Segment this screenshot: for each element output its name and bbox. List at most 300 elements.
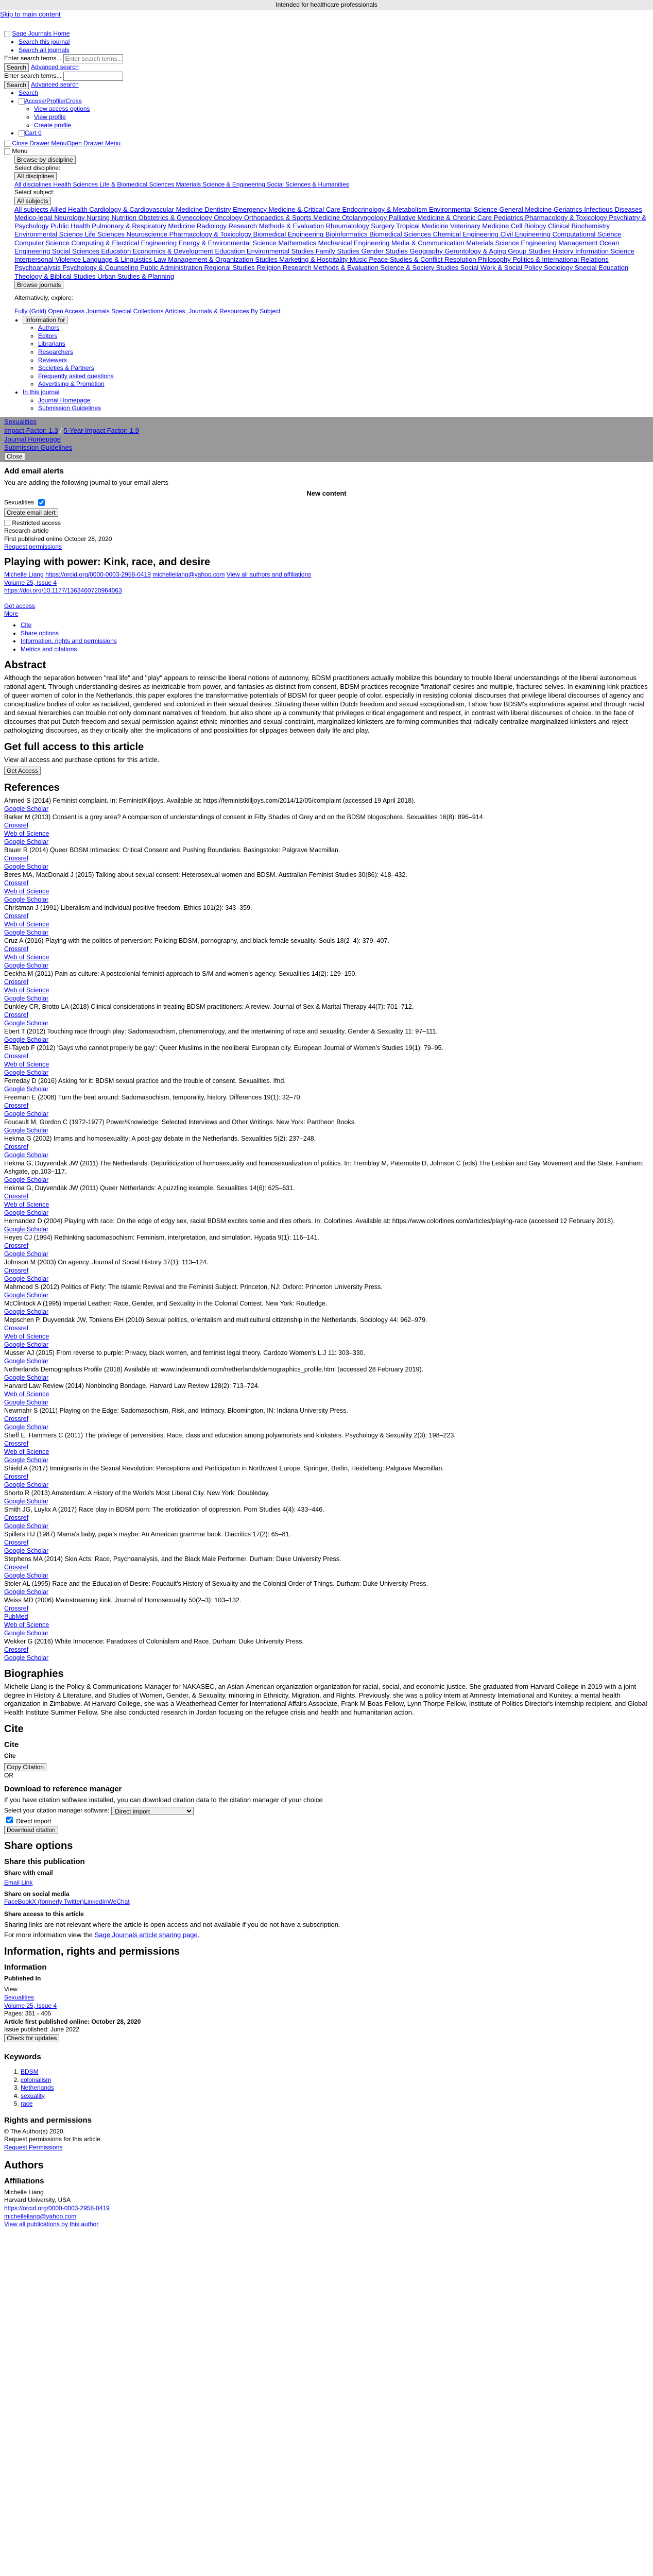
reference-link[interactable]: Crossref xyxy=(4,912,29,920)
toc-share-link[interactable]: Share options xyxy=(21,629,59,637)
author-email-link[interactable]: michelleliang@yahoo.com xyxy=(152,571,225,579)
reference-links xyxy=(4,1374,649,1382)
all-subjects-button[interactable]: All subjects xyxy=(14,197,51,205)
subject-links[interactable]: All subjects Allied Health Cardiology & Cardiovascular Medicine Dentistry Emergency Medicine & Critical Care Endocrinology & Metabolism Environmental Science General Medicine Geriatrics Infectious Diseases Medico-legal Neurology Nursing Nutrition Obstetrics & Gynecology Oncology Orthopaedics & Sports Medicine Otolaryngology Palliative Medicine & Chronic Care Pediatrics Pharmacology & Toxicology Psychiatry & Psychology Public Health Pulmonary & Respiratory Medicine Radiology Research Methods & Evaluation Rheumatology Surgery Tropical Medicine Veterinary Medicine Cell Biology Clinical Biochemistry Environmental Science Life Sciences Neuroscience Pharmacology & Toxicology Biomedical Engineering Bioinformatics Biomedical Sciences Chemical Engineering Civil Engineering Computational Science Computer Science Computing & Electrical Engineering Energy & Environmental Science Mathematics Mechanical Engineering Media & Communication Materials Science Engineering Management Ocean Engineering Social Sciences Education Economics & Development Education Environmental Studies Family Studies Gender Studies Geography Gerontology & Aging Group Studies History Information Science Interpersonal Violence Language & Linguistics Law Management & Organization Studies Marketing & Hospitality Music Peace Studies & Conflict Resolution Philosophy Politics & International Relations Psychoanalysis Psychology & Counseling Public Administration Regional Studies Religion Research Methods & Evaluation Science & Society Studies Social Work & Social Policy Sociology Special Education Theology & Biblical Studies Urban Studies & Planning xyxy=(14,205,646,280)
search-row-2 xyxy=(4,63,649,72)
reference-link[interactable]: Crossref xyxy=(4,1646,29,1653)
navbar-close-button[interactable]: Close xyxy=(4,452,25,461)
top-link-item[interactable] xyxy=(19,97,649,129)
reference-links xyxy=(4,1308,649,1316)
browse-by-discipline-button[interactable]: Browse by discipline xyxy=(14,156,76,164)
toc-item[interactable] xyxy=(21,621,653,630)
in-journal-link-item[interactable] xyxy=(38,404,649,413)
reference-text: Hekma G, Duyvendak JW (2011) Queer Netherlands: A puzzling example. Sexualities 14(6): 625–631. xyxy=(4,1184,295,1192)
reference-item xyxy=(4,1233,649,1258)
reference-link[interactable]: Google Scholar xyxy=(4,928,49,936)
alert-journal-checkbox[interactable] xyxy=(38,499,45,506)
reference-link[interactable]: Crossref xyxy=(4,854,29,862)
search-input[interactable] xyxy=(63,54,123,63)
impact-factor-link[interactable]: Impact Factor: 1.3 xyxy=(4,426,58,434)
keyword-item[interactable] xyxy=(21,2092,653,2100)
reference-links xyxy=(4,1514,649,1530)
reference-link[interactable]: Google Scholar xyxy=(4,1250,49,1258)
reference-item xyxy=(4,1431,649,1464)
reference-link[interactable]: Google Scholar xyxy=(4,1341,49,1348)
reference-link[interactable]: Crossref xyxy=(4,1242,29,1249)
toc-item[interactable] xyxy=(21,637,653,646)
reference-links xyxy=(4,1497,649,1505)
reference-link[interactable]: Google Scholar xyxy=(4,895,49,903)
info-for-link-item[interactable] xyxy=(38,332,649,341)
access-profile-link[interactable]: Access/Profile/Cross xyxy=(25,97,82,105)
reference-link[interactable]: Crossref xyxy=(4,1439,29,1447)
reference-item xyxy=(4,1159,649,1184)
info-for-link-item[interactable] xyxy=(38,380,649,388)
reference-text: Shorto R (2013) Amsterdam: A History of the World's Most Liberal City. New York: Doubleday. xyxy=(4,1489,270,1497)
menu-label: Menu xyxy=(12,147,28,155)
reference-links xyxy=(4,854,649,871)
reference-link[interactable]: Google Scholar xyxy=(4,862,49,870)
view-publications-link[interactable]: View all publications by this author xyxy=(4,2221,99,2228)
journal-cover[interactable] xyxy=(4,1986,649,1994)
article-type: Research article xyxy=(4,527,49,535)
info-for-item[interactable] xyxy=(23,316,649,388)
reference-link[interactable]: Google Scholar xyxy=(4,1069,49,1076)
reference-text: Barker M (2013) Consent is a grey area? A comparison of understandings of consent in Fifty Shades of Grey and on the BDSM blogosphere. Sexualities 16(8): 896–914. xyxy=(4,813,485,821)
reference-link[interactable]: Web of Science xyxy=(4,920,49,928)
keyword-link[interactable]: sexuality xyxy=(21,2092,45,2099)
reference-link[interactable]: Google Scholar xyxy=(4,1308,49,1315)
reference-link[interactable]: Crossref xyxy=(4,1472,29,1480)
author-institution: Harvard University, USA xyxy=(4,2196,71,2204)
reference-text: Stephens MA (2014) Skin Acts: Race, Psychoanalysis, and the Black Male Performer. Durham: Duke University Press. xyxy=(4,1555,341,1563)
keyword-link[interactable]: Netherlands xyxy=(21,2084,54,2092)
reference-link[interactable]: Google Scholar xyxy=(4,1588,49,1596)
info-reviewers-link[interactable]: Reviewers xyxy=(38,356,67,364)
reference-link[interactable]: PubMed xyxy=(4,1613,28,1620)
skip-to-main-link[interactable]: Skip to main content xyxy=(0,10,61,18)
info-editors-link[interactable]: Editors xyxy=(38,332,58,340)
reference-link[interactable]: Crossref xyxy=(4,1604,29,1612)
info-pages: Pages: 361 - 405 xyxy=(4,2010,51,2018)
navbar-journal-link[interactable]: Sexualities xyxy=(4,417,37,426)
reference-link[interactable]: Crossref xyxy=(4,1563,29,1571)
reference-text: McClintock A (1995) Imperial Leather: Race, Gender, and Sexuality in the Colonial Contest. New York: Routledge. xyxy=(4,1299,328,1307)
reference-text: Stoler AL (1995) Race and the Education of Desire: Foucault's History of Sexuality and the Colonial Order of Things. Durham: Duke University Press. xyxy=(4,1580,428,1587)
info-for-link-item[interactable] xyxy=(38,364,649,372)
explore-link[interactable]: Fully (Gold) Open Access Journals Special Collections Articles, Journals & Resources By Subject xyxy=(14,308,281,315)
copyright-text: © The Author(s) 2020. xyxy=(4,2127,65,2135)
citation-manager-select[interactable] xyxy=(111,1807,194,1815)
keyword-link[interactable]: colonialism xyxy=(21,2076,51,2083)
cite-subheading: Cite xyxy=(4,1740,19,1750)
info-journal-link[interactable]: Sexualities xyxy=(4,1994,35,2002)
reference-link[interactable]: Google Scholar xyxy=(4,1654,49,1662)
journal-homepage-link[interactable]: Journal Homepage xyxy=(38,396,91,404)
reference-link[interactable]: Crossref xyxy=(4,821,29,829)
reference-link[interactable]: Google Scholar xyxy=(4,1398,49,1406)
reference-links xyxy=(4,1192,649,1217)
check-updates-button[interactable] xyxy=(4,2034,59,2042)
reference-text: Hekma G (2002) Imams and homosexuality: A post-gay debate in the Netherlands. Sexualities 5(2): 237–248. xyxy=(4,1134,316,1142)
view-access-options-link[interactable]: View access options xyxy=(34,105,90,113)
biographies-heading: Biographies xyxy=(4,1668,64,1680)
rights-section xyxy=(0,2128,653,2152)
info-heading: Information, rights and permissions xyxy=(4,1946,180,1958)
reference-links xyxy=(4,1176,649,1184)
copy-citation-button[interactable]: Copy Citation xyxy=(4,1763,46,1771)
reference-link[interactable]: Crossref xyxy=(4,945,29,953)
reference-links xyxy=(4,879,649,904)
reference-text: Ebert T (2012) Touching race through play: Sadomasochism, phenomenology, and the intertwining of race and sexuality. Gender & Sexuality 11: 97–111. xyxy=(4,1027,438,1035)
reference-item xyxy=(4,904,649,937)
reference-link[interactable]: Google Scholar xyxy=(4,1275,49,1282)
authors-heading: Authors xyxy=(4,2160,44,2172)
drawer-toggle[interactable] xyxy=(4,140,649,148)
reference-link[interactable]: Google Scholar xyxy=(4,1225,49,1233)
navbar-submission-link[interactable]: Submission Guidelines xyxy=(4,444,73,452)
information-subheading: Information xyxy=(4,1963,47,1972)
create-profile-link[interactable]: Create profile xyxy=(34,121,72,129)
user-icon xyxy=(19,98,25,105)
cart-icon xyxy=(19,130,25,137)
download-heading: Download to reference manager xyxy=(4,1784,122,1793)
email-alerts-text: You are adding the following journal to your email alerts xyxy=(4,478,168,486)
discipline-groups-links[interactable]: All disciplines Health Sciences Life & Biomedical Sciences Materials Science & Engineering Social Sciences & Humanities xyxy=(14,180,349,188)
request-permissions-link[interactable]: Request permissions xyxy=(4,543,62,551)
reference-text: Foucault M, Gordon C (1972-1977) Power/Knowledge: Selected Interviews and Other Writings. New York: Pantheon Books. xyxy=(4,1118,356,1126)
request-permissions-text: Request permissions for this article. xyxy=(4,2136,102,2143)
references-heading: References xyxy=(4,782,60,793)
toc-metrics-link[interactable]: Metrics and citations xyxy=(21,645,77,653)
reference-links xyxy=(4,1439,649,1464)
info-authors-link[interactable]: Authors xyxy=(38,324,60,332)
reference-link[interactable]: Google Scholar xyxy=(4,1497,49,1505)
keyword-item[interactable] xyxy=(21,2084,653,2092)
reference-links xyxy=(4,1266,649,1283)
reference-item xyxy=(4,970,649,1003)
get-access-button[interactable]: Get Access xyxy=(4,767,41,775)
full-access-heading: Get full access to this article xyxy=(4,741,144,753)
twitter-link[interactable]: X (formerly Twitter) xyxy=(32,1898,84,1906)
search-button-2[interactable]: Search xyxy=(4,81,29,89)
reference-links xyxy=(4,1357,649,1365)
reference-link[interactable]: Google Scholar xyxy=(4,1374,49,1381)
toc-item[interactable] xyxy=(21,646,653,654)
five-year-impact-link[interactable]: 5-Year Impact Factor: 1.9 xyxy=(63,426,139,434)
reference-links xyxy=(4,1291,649,1299)
reference-link[interactable]: Google Scholar xyxy=(4,1456,49,1464)
cart-link[interactable]: Cart 0 xyxy=(25,129,42,137)
access-menu-item[interactable] xyxy=(34,105,649,113)
reference-link[interactable]: Google Scholar xyxy=(4,838,49,845)
reference-link[interactable]: Web of Science xyxy=(4,1332,49,1340)
menu-image-icon xyxy=(4,148,10,155)
linkedin-link[interactable]: LinkedIn xyxy=(84,1898,108,1906)
info-for-link-item[interactable] xyxy=(38,340,649,348)
reference-item xyxy=(4,1596,649,1637)
view-profile-link[interactable]: View profile xyxy=(34,113,66,121)
discipline-groups xyxy=(14,181,649,189)
info-for-link-item[interactable] xyxy=(38,357,649,365)
reference-links xyxy=(4,1588,649,1596)
info-advertising-link[interactable]: Advertising & Promotion xyxy=(38,380,105,388)
search-link[interactable]: Search xyxy=(19,89,39,97)
reference-links xyxy=(4,912,649,937)
info-for-list xyxy=(23,324,649,388)
reference-link[interactable]: Crossref xyxy=(4,1415,29,1422)
reference-item xyxy=(4,871,649,904)
citation-manager-row xyxy=(4,1807,649,1815)
check-updates-label: Check for updates xyxy=(7,2035,57,2042)
reference-links xyxy=(4,1011,649,1027)
more-link[interactable]: More xyxy=(4,610,19,618)
cite-heading: Cite xyxy=(4,1723,24,1735)
header xyxy=(0,30,653,412)
volume-link[interactable]: Volume 25, Issue 4 xyxy=(4,579,57,586)
reference-link[interactable]: Crossref xyxy=(4,1192,29,1200)
reference-links xyxy=(4,978,649,1003)
sharing-policy-link[interactable]: Sage Journals article sharing page. xyxy=(94,1931,200,1939)
view-all-authors-link[interactable]: View all authors and affiliations xyxy=(226,571,312,579)
reference-links xyxy=(4,1604,649,1637)
reference-link[interactable]: Google Scholar xyxy=(4,961,49,969)
reference-item xyxy=(4,1027,649,1044)
advanced-search-link-2[interactable]: Advanced search xyxy=(31,81,79,89)
reference-link[interactable]: Crossref xyxy=(4,879,29,887)
reference-text: El-Tayeb F (2012) 'Gays who cannot properly be gay': Queer Muslims in the neoliberal European city. European Journal of Women's Studies 19(1): 79–95. xyxy=(4,1044,443,1052)
journal-navbar: Sexualities Impact Factor: 1.3 / 5-Year Impact Factor: 1.9 Journal Homepage Submission Guidelines Close xyxy=(0,417,653,462)
search-label: Enter search terms... xyxy=(4,55,62,62)
direct-import-label: Direct import xyxy=(16,1817,51,1825)
reference-text: Mepschen P, Duyvendak JW, Tonkens EH (2010) Sexual politics, orientalism and multicultural citizenship in the Netherlands. Sociology 44: 962–979. xyxy=(4,1316,427,1324)
in-journal-list xyxy=(23,397,649,413)
info-section xyxy=(0,1975,653,2043)
author-card-email-link[interactable]: michelleliang@yahoo.com xyxy=(4,2212,77,2220)
reference-link[interactable]: Crossref xyxy=(4,1101,29,1109)
info-librarians-link[interactable]: Librarians xyxy=(38,340,65,348)
reference-link[interactable]: Crossref xyxy=(4,1514,29,1521)
browse-journals-button[interactable]: Browse journals xyxy=(14,281,63,289)
keyword-item[interactable] xyxy=(21,2076,653,2084)
table-of-contents xyxy=(0,621,653,653)
drawer-menu-link[interactable]: Close Drawer MenuOpen Drawer Menu xyxy=(12,139,121,147)
reference-item xyxy=(4,1365,649,1382)
reference-link[interactable]: Google Scholar xyxy=(4,1085,49,1093)
reference-link[interactable]: Google Scholar xyxy=(4,1481,49,1488)
info-volume-link[interactable]: Volume 25, Issue 4 xyxy=(4,2002,57,2009)
reference-link[interactable]: Google Scholar xyxy=(4,1291,49,1299)
top-link-item[interactable] xyxy=(19,129,649,138)
all-disciplines-button[interactable]: All disciplines xyxy=(14,172,57,180)
search-button[interactable]: Search xyxy=(4,63,29,72)
share-more-info: For more information view the xyxy=(4,1931,93,1939)
advanced-search-link[interactable]: Advanced search xyxy=(31,63,79,71)
toc-cite-link[interactable]: Cite xyxy=(21,621,32,629)
get-access-link[interactable]: Get access xyxy=(4,602,36,609)
info-for-link-item[interactable] xyxy=(38,324,649,332)
search-row-4 xyxy=(4,81,649,89)
reference-link[interactable]: Crossref xyxy=(4,1052,29,1060)
toc-item[interactable] xyxy=(21,630,653,638)
reference-link[interactable]: Crossref xyxy=(4,1011,29,1019)
restricted-label: Restricted access xyxy=(12,519,61,527)
reference-link[interactable]: Crossref xyxy=(4,1266,29,1274)
reference-link[interactable]: Web of Science xyxy=(4,1390,49,1398)
reference-link[interactable]: Web of Science xyxy=(4,1200,49,1208)
reference-link[interactable]: Web of Science xyxy=(4,1448,49,1455)
article-meta xyxy=(0,571,653,595)
social-links xyxy=(0,1898,653,1906)
new-content-label: New content xyxy=(306,489,347,497)
info-researchers-link[interactable]: Researchers xyxy=(38,348,74,355)
search-all-journals-link[interactable]: Search all journals xyxy=(19,46,70,54)
reference-item xyxy=(4,1093,649,1118)
menu-icon xyxy=(4,141,10,147)
search-this-journal-link[interactable]: Search this journal xyxy=(19,38,70,46)
reference-link[interactable]: Google Scholar xyxy=(4,1522,49,1530)
citation-manager-label: Select your citation manager software: xyxy=(4,1807,110,1815)
top-link-item[interactable] xyxy=(19,89,649,97)
reference-link[interactable]: Google Scholar xyxy=(4,1126,49,1134)
info-for-link-item[interactable] xyxy=(38,348,649,357)
reference-link[interactable]: Crossref xyxy=(4,978,29,986)
keyword-item[interactable] xyxy=(21,2100,653,2108)
or-label: OR xyxy=(4,1771,13,1779)
share-section xyxy=(0,1869,653,1940)
reference-link[interactable]: Google Scholar xyxy=(4,1019,49,1027)
article-title: Playing with power: Kink, race, and desire xyxy=(4,556,211,568)
reference-item xyxy=(4,1637,649,1662)
keywords-heading: Keywords xyxy=(4,2052,41,2061)
reference-link[interactable]: Google Scholar xyxy=(4,805,49,812)
reference-link[interactable]: Google Scholar xyxy=(4,1357,49,1365)
download-text: If you have citation software installed, you can download citation data to the citation manager of your choice xyxy=(4,1796,323,1804)
reference-item xyxy=(4,1530,649,1555)
share-publication-heading: Share this publication xyxy=(4,1857,85,1867)
logo-link[interactable]: Sage Journals Home xyxy=(12,30,70,38)
rights-request-permissions-link[interactable]: Request Permissions xyxy=(4,2143,63,2151)
reference-link[interactable]: Google Scholar xyxy=(4,1151,49,1159)
reference-link[interactable]: Google Scholar xyxy=(4,1629,49,1637)
in-journal-link-item[interactable] xyxy=(38,397,649,405)
keywords-list xyxy=(0,2068,653,2108)
journal-cover-text: View xyxy=(4,1986,18,1993)
reference-link[interactable]: Crossref xyxy=(4,1538,29,1546)
reference-item xyxy=(4,1283,649,1299)
reference-item xyxy=(4,813,649,846)
reference-link[interactable]: Google Scholar xyxy=(4,1547,49,1554)
published-in-label: Published In xyxy=(4,1974,41,1982)
reference-link[interactable]: Google Scholar xyxy=(4,1423,49,1431)
email-link[interactable]: Email Link xyxy=(4,1879,33,1887)
alternatively-label: Alternatively, explore: xyxy=(14,294,73,302)
reference-links xyxy=(4,1101,649,1118)
reference-text: Netherlands Demographics Profile (2018) Available at: www.indexmundi.com/netherlands/demographics_profile.html (accessed 28 February 2019). xyxy=(4,1365,424,1373)
orcid-link[interactable]: https://orcid.org/0000-0003-2958-0419 xyxy=(45,571,151,579)
reference-links xyxy=(4,1324,649,1349)
search-input-2[interactable] xyxy=(63,72,123,81)
info-for-link-item[interactable] xyxy=(38,372,649,381)
affiliations-heading: Affiliations xyxy=(4,2177,44,2186)
search-scope-item[interactable] xyxy=(19,38,649,46)
reference-link[interactable]: Web of Science xyxy=(4,829,49,837)
alert-journal-name: Sexualities xyxy=(4,499,35,506)
create-email-alert-button[interactable]: Create email alert xyxy=(4,509,58,517)
reference-link[interactable]: Google Scholar xyxy=(4,1110,49,1117)
reference-links xyxy=(4,945,649,970)
keyword-item[interactable] xyxy=(21,2068,653,2076)
reference-text: Ahmed S (2014) Feminist complaint. In: FeministKilljoys. Available at: https://feministkilljoys.com/2014/12/05/complaint (accessed 19 April 2018). xyxy=(4,796,416,804)
info-faq-link[interactable]: Frequently asked questions xyxy=(38,372,114,380)
reference-link[interactable]: Web of Science xyxy=(4,986,49,994)
author-orcid-link[interactable]: https://orcid.org/0000-0003-2958-0419 xyxy=(4,2205,110,2212)
access-menu-item[interactable] xyxy=(34,113,649,122)
search-scope-list xyxy=(4,38,649,54)
reference-text: Johnson M (2003) On agency. Journal of Social History 37(1): 113–124. xyxy=(4,1258,209,1266)
direct-import-checkbox[interactable] xyxy=(6,1817,13,1823)
submission-guidelines-link[interactable]: Submission Guidelines xyxy=(38,404,101,412)
info-issue-published: Issue published: June 2022 xyxy=(4,2026,80,2033)
keyword-link[interactable]: race xyxy=(21,2100,33,2108)
facebook-link[interactable]: FaceBook xyxy=(4,1898,32,1906)
in-this-journal-link[interactable]: In this journal xyxy=(23,388,60,396)
reference-links xyxy=(4,1052,649,1077)
reference-link[interactable]: Google Scholar xyxy=(4,1209,49,1216)
reference-text: Ferreday D (2016) Asking for it: BDSM sexual practice and the trouble of consent. Sexualities. Ifnd. xyxy=(4,1077,286,1084)
access-menu-item[interactable] xyxy=(34,122,649,130)
article-actions xyxy=(0,602,653,618)
reference-text: Weiss MD (2006) Mainstreaming kink. Journal of Homosexuality 50(2–3): 103–132. xyxy=(4,1596,242,1604)
information-for-button[interactable]: Information for xyxy=(23,316,67,324)
navbar-home-link[interactable]: Journal Homepage xyxy=(4,435,61,443)
reference-link[interactable]: Web of Science xyxy=(4,953,49,961)
reference-link[interactable]: Crossref xyxy=(4,1143,29,1150)
email-alert-journal xyxy=(0,498,653,507)
reference-item xyxy=(4,1077,649,1093)
explore-links xyxy=(14,308,649,316)
reference-link[interactable]: Web of Science xyxy=(4,887,49,895)
restricted-access xyxy=(4,519,649,528)
author-link[interactable]: Michelle Liang xyxy=(4,571,44,579)
reference-link[interactable]: Google Scholar xyxy=(4,1176,49,1183)
reference-item xyxy=(4,1299,649,1316)
toc-info-link[interactable]: Information, rights and permissions xyxy=(21,637,117,645)
reference-link[interactable]: Google Scholar xyxy=(4,1036,49,1043)
top-links xyxy=(4,89,649,138)
search-scope-item[interactable] xyxy=(19,46,649,55)
reference-text: Harvard Law Review (2014) Nonbinding Bondage. Harvard Law Review 128(2): 713–724. xyxy=(4,1382,260,1389)
logo[interactable] xyxy=(4,30,649,38)
in-journal-item[interactable] xyxy=(23,388,649,413)
wechat-link[interactable]: WeChat xyxy=(107,1898,130,1906)
download-citation-button[interactable]: Download citation xyxy=(4,1826,58,1834)
author-name: Michelle Liang xyxy=(4,2188,44,2196)
doi-link[interactable]: https://doi.org/10.1177/1363460720964063 xyxy=(4,587,122,595)
reference-text: Cruz A (2016) Playing with the politics of perversion: Policing BDSM, pornography, and black female sexuality. Souls 18(2–4): 379–407. xyxy=(4,937,389,944)
reference-link[interactable]: Web of Science xyxy=(4,1621,49,1629)
share-access-text: Sharing links are not relevant where the article is open access and not available if you do not have a subscription. xyxy=(4,1920,340,1928)
reference-text: Mahmood S (2012) Politics of Piety: The Islamic Revival and the Feminist Subject. Princeton, NJ: Oxford: Princeton University Press. xyxy=(4,1283,383,1291)
reference-link[interactable]: Web of Science xyxy=(4,1060,49,1068)
info-societies-link[interactable]: Societies & Partners xyxy=(38,364,94,372)
reference-item xyxy=(4,1118,649,1134)
reference-link[interactable]: Google Scholar xyxy=(4,1571,49,1579)
reference-link[interactable]: Google Scholar xyxy=(4,994,49,1002)
keyword-link[interactable]: BDSM xyxy=(21,2068,39,2076)
reference-link[interactable]: Crossref xyxy=(4,1324,29,1332)
abstract-heading: Abstract xyxy=(4,659,46,671)
